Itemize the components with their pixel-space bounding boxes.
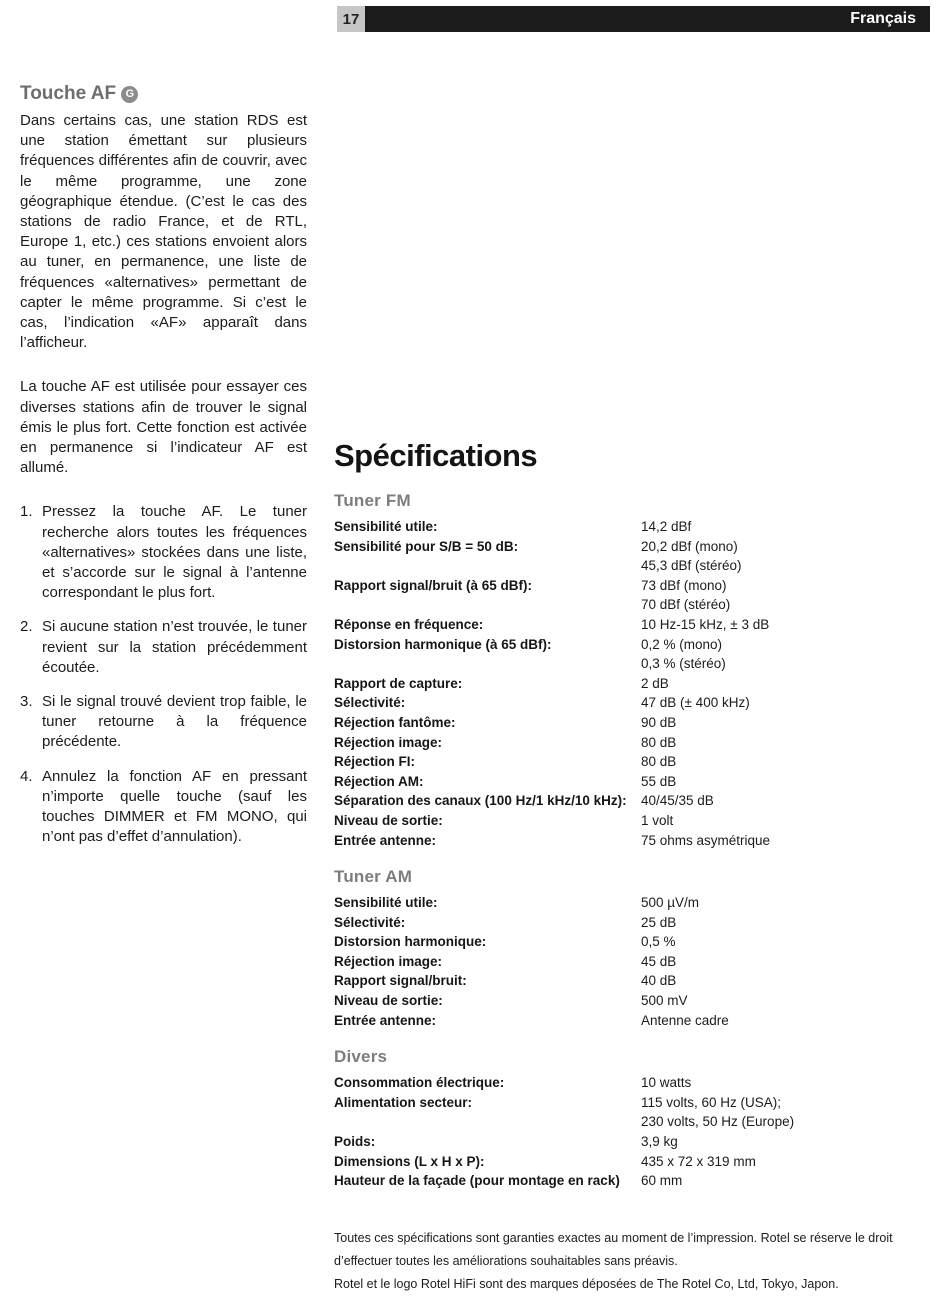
spec-row <box>334 1171 934 1191</box>
spec-row <box>334 1112 934 1132</box>
spec-label <box>334 1112 641 1132</box>
spec-label: Réjection fantôme: <box>334 714 456 730</box>
spec-value: 10 watts <box>641 1075 692 1091</box>
spec-value: 25 dB <box>641 914 677 930</box>
list-item-text: Si aucune station n’est trouvée, le tuner revient sur la station précédemment écoutée. <box>42 618 307 676</box>
spec-value: 1 volt <box>641 812 674 828</box>
spec-label: Rapport de capture: <box>334 675 463 691</box>
spec-label: Sensibilité utile: <box>334 895 438 911</box>
spec-value: 80 dB <box>641 734 677 750</box>
spec-value: 14,2 dBf <box>641 519 692 534</box>
spec-row <box>334 595 934 615</box>
list-item-number: 2. <box>20 618 33 636</box>
spec-row <box>334 932 934 952</box>
spec-value: 55 dB <box>641 773 677 789</box>
spec-row <box>334 693 934 713</box>
spec-value: 435 x 72 x 319 mm <box>641 1153 756 1169</box>
body-paragraphs <box>20 111 307 478</box>
spec-label <box>334 556 641 576</box>
spec-label: Réjection image: <box>334 953 443 969</box>
spec-row <box>334 791 934 811</box>
language-label: Français <box>850 10 916 27</box>
spec-value: 20,2 dBf (mono) <box>641 538 738 554</box>
spec-row <box>334 971 934 991</box>
list-item <box>20 767 307 848</box>
footnotes <box>334 1227 919 1296</box>
specifications-title: Spécifications <box>334 438 538 473</box>
spec-row <box>334 752 934 772</box>
spec-row <box>334 952 934 972</box>
spec-value: 0,2 % (mono) <box>641 636 723 652</box>
spec-value: 80 dB <box>641 754 677 770</box>
spec-label: Rapport signal/bruit: <box>334 973 467 989</box>
spec-section <box>334 867 934 1030</box>
spec-row <box>334 654 934 674</box>
spec-label: Poids: <box>334 1134 376 1150</box>
spec-label: Sélectivité: <box>334 914 406 930</box>
spec-label: Réjection AM: <box>334 773 424 789</box>
list-item-text: Annulez la fonction AF en pressant n’importe quelle touche (sauf les touches DIMMER et FM MONO, qui n’ont pas d’effet d’annulation). <box>42 767 307 846</box>
spec-section-heading: Tuner AM <box>334 867 413 887</box>
footnote: Rotel et le logo Rotel HiFi sont des marques déposées de The Rotel Co, Ltd, Tokyo, Japon. <box>334 1276 839 1291</box>
spec-label: Réponse en fréquence: <box>334 616 484 632</box>
list-item <box>20 617 307 678</box>
specifications-column <box>334 0 934 1296</box>
spec-row <box>334 576 934 596</box>
list-item-text: Pressez la touche AF. Le tuner recherche alors toutes les fréquences «alternatives» stockées dans une liste, et s’accorde sur le signal à l’antenne correspondant le plus fort. <box>42 503 307 602</box>
spec-section <box>334 1047 934 1191</box>
spec-value: 60 mm <box>641 1173 683 1189</box>
spec-row <box>334 1093 934 1113</box>
spec-row <box>334 615 934 635</box>
spec-sections <box>334 491 934 1191</box>
numbered-list <box>20 502 307 847</box>
spec-label: Sensibilité utile: <box>334 519 438 534</box>
spec-section <box>334 491 934 850</box>
spec-label: Réjection image: <box>334 734 443 750</box>
spec-label: Distorsion harmonique (à 65 dBf): <box>334 636 552 652</box>
spec-value: 45 dB <box>641 953 677 969</box>
spec-label: Alimentation secteur: <box>334 1094 473 1110</box>
spec-row <box>334 635 934 655</box>
list-item <box>20 692 307 753</box>
spec-value: 10 Hz-15 kHz, ± 3 dB <box>641 616 770 632</box>
spec-label <box>334 654 641 674</box>
spec-value: 40/45/35 dB <box>641 793 714 809</box>
footnote: Toutes ces spécifications sont garanties exactes au moment de l’impression. Rotel se réserve le droit d’effectuer toutes les améliorations souhaitables sans préavis. <box>334 1230 893 1268</box>
spec-label: Hauteur de la façade (pour montage en rack) <box>334 1173 620 1189</box>
spec-label <box>334 595 641 615</box>
spec-row <box>334 1132 934 1152</box>
spec-rows <box>334 1073 934 1191</box>
spec-label: Distorsion harmonique: <box>334 934 487 950</box>
spec-label: Réjection FI: <box>334 754 416 770</box>
spec-value: 73 dBf (mono) <box>641 577 727 593</box>
spec-label: Sélectivité: <box>334 695 406 711</box>
circled-g-badge: G <box>121 86 138 103</box>
spec-value: 0,3 % (stéréo) <box>641 656 726 672</box>
spec-label: Dimensions (L x H x P): <box>334 1153 485 1169</box>
spec-row <box>334 991 934 1011</box>
spec-row <box>334 811 934 831</box>
spec-label: Niveau de sortie: <box>334 993 443 1009</box>
spec-row <box>334 772 934 792</box>
spec-row <box>334 1152 934 1172</box>
spec-section-heading: Tuner FM <box>334 491 411 510</box>
spec-label: Entrée antenne: <box>334 832 437 848</box>
spec-value: 75 ohms asymétrique <box>641 832 771 848</box>
spec-label: Rapport signal/bruit (à 65 dBf): <box>334 577 533 593</box>
spec-rows <box>334 893 934 1030</box>
spec-row <box>334 831 934 851</box>
spec-value: 40 dB <box>641 973 677 989</box>
spec-row <box>334 537 934 557</box>
spec-row <box>334 713 934 733</box>
list-item-number: 4. <box>20 767 33 785</box>
list-item-number: 1. <box>20 503 33 521</box>
list-item <box>20 502 307 603</box>
spec-value: 47 dB (± 400 kHz) <box>641 695 750 711</box>
spec-value: 500 µV/m <box>641 895 700 911</box>
spec-label: Séparation des canaux (100 Hz/1 kHz/10 kHz): <box>334 793 627 809</box>
list-item-number: 3. <box>20 693 33 711</box>
spec-row <box>334 556 934 576</box>
spec-value: 70 dBf (stéréo) <box>641 597 731 613</box>
spec-label: Entrée antenne: <box>334 1012 437 1028</box>
spec-row <box>334 913 934 933</box>
paragraph: La touche AF est utilisée pour essayer ces diverses stations afin de trouver le signal émis le plus fort. Cette fonction est activée en permanence si l’indicateur AF est allumé. <box>20 378 307 477</box>
spec-row <box>334 674 934 694</box>
spec-row <box>334 517 934 537</box>
spec-value: 3,9 kg <box>641 1134 678 1150</box>
spec-rows <box>334 517 934 850</box>
spec-row <box>334 893 934 913</box>
spec-value: 115 volts, 60 Hz (USA); <box>641 1094 782 1110</box>
spec-value: 500 mV <box>641 993 688 1009</box>
spec-value: Antenne cadre <box>641 1012 729 1028</box>
list-item-text: Si le signal trouvé devient trop faible, le tuner retourne à la fréquence précédente. <box>42 693 307 751</box>
spec-row <box>334 1011 934 1031</box>
spec-section-heading: Divers <box>334 1047 388 1067</box>
section-heading-text: Touche AF <box>20 83 117 104</box>
spec-label: Sensibilité pour S/B = 50 dB: <box>334 538 519 554</box>
left-column <box>20 82 307 862</box>
spec-row <box>334 1073 934 1093</box>
spec-value: 230 volts, 50 Hz (Europe) <box>641 1114 795 1130</box>
spec-label: Niveau de sortie: <box>334 812 443 828</box>
paragraph: Dans certains cas, une station RDS est une station émettant sur plusieurs fréquences différentes afin de couvrir, avec le même programme, une zone géographique étendue. (C’est le cas des stations de radio France, et de RTL, Europe 1, etc.) ces stations envoient alors au tuner, en permanence, une liste de fréquences «alternatives» permettant de capter le même programme. Si c’est le cas, l’indication «AF» apparaît dans l’afficheur. <box>20 112 307 352</box>
spec-value: 45,3 dBf (stéréo) <box>641 558 742 574</box>
spec-row <box>334 733 934 753</box>
spec-value: 0,5 % <box>641 934 676 950</box>
page-number: 17 <box>342 10 360 28</box>
spec-value: 90 dB <box>641 714 677 730</box>
spec-label: Consommation électrique: <box>334 1075 505 1091</box>
spec-value: 2 dB <box>641 675 669 691</box>
section-heading-touche-af <box>20 82 307 105</box>
